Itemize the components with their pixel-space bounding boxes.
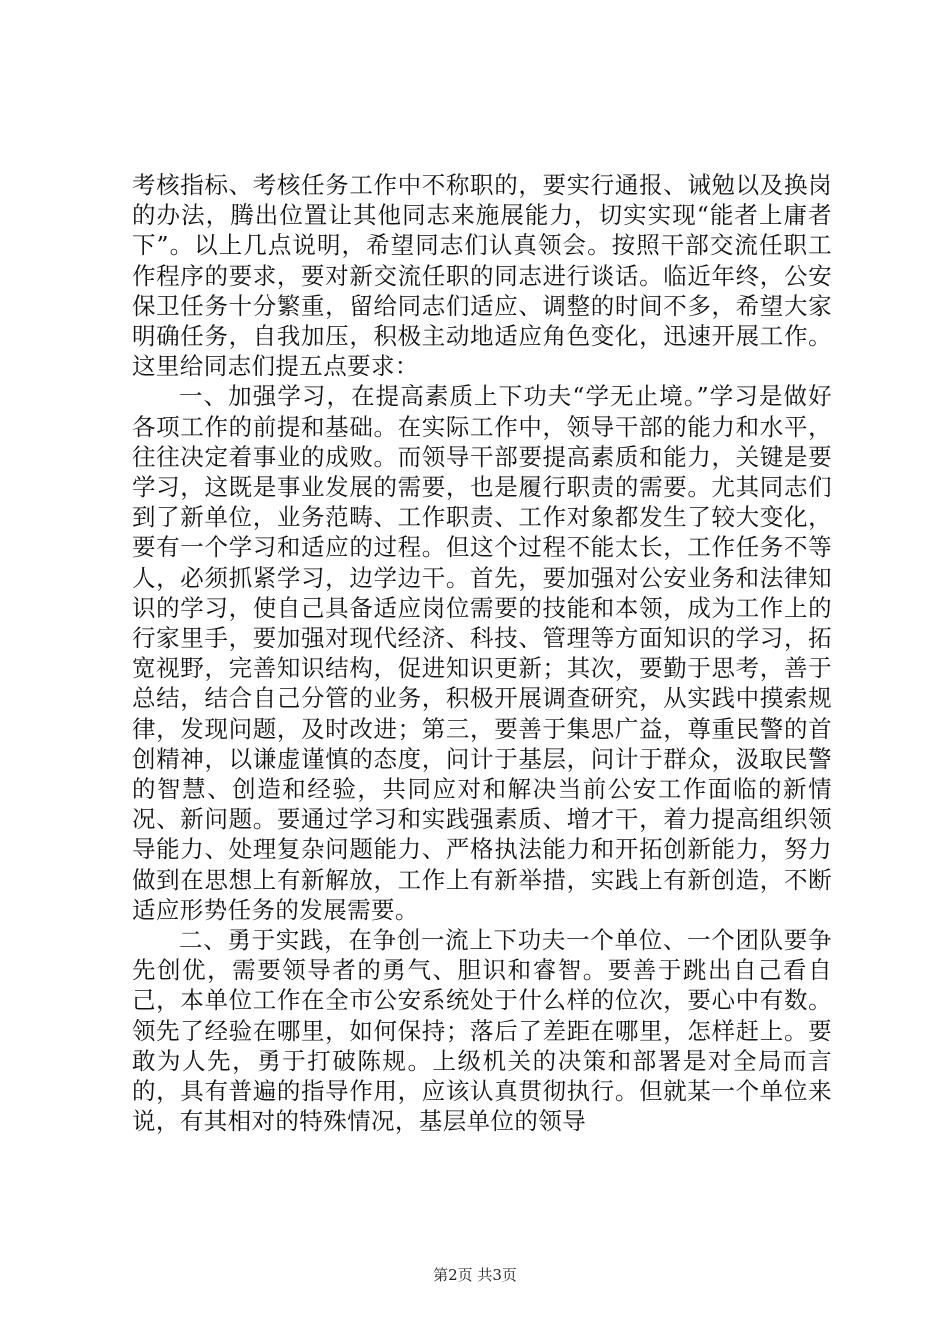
paragraph-1: 考核指标、考核任务工作中不称职的，要实行通报、诫勉以及换岗的办法，腾出位置让其他同志来施展能力，切实实现“能者上庸者下”。以上几点说明，希望同志们认真领会。按照干部交流任职工作程序的要求，要对新交流任职的同志进行谈话。临近年终，公安保卫任务十分繁重，留给同志们适应、调整的时间不多，希望大家明确任务，自我加压，积极主动地适应角色变化，迅速开展工作。这里给同志们提五点要求：: [132, 171, 832, 381]
page-footer: 第2页 共3页: [433, 1266, 517, 1284]
paragraph-2: 一、加强学习，在提高素质上下功夫“学无止境。”学习是做好各项工作的前提和基础。在实际工作中，领导干部的能力和水平，往往决定着事业的成败。而领导干部要提高素质和能力，关键是要学习，这既是事业发展的需要，也是履行职责的需要。尤其同志们到了新单位，业务范畴、工作职责、工作对象都发生了较大变化，要有一个学习和适应的过程。但这个过程不能太长，工作任务不等人，必须抓紧学习，边学边干。首先，要加强对公安业务和法律知识的学习，使自己具备适应岗位需要的技能和本领，成为工作上的行家里手，要加强对现代经济、科技、管理等方面知识的学习，拓宽视野，完善知识结构，促进知识更新；其次，要勤于思考，善于总结，结合自己分管的业务，积极开展调查研究，从实践中摸索规律，发现问题，及时改进；第三，要善于集思广益，尊重民警的首创精神，以谦虚谨慎的态度，问计于基层，问计于群众，汲取民警的智慧、创造和经验，共同应对和解决当前公安工作面临的新情况、新问题。要通过学习和实践强素质、增才干，着力提高组织领导能力、处理复杂问题能力、严格执法能力和开拓创新能力，努力做到在思想上有新解放，工作上有新举措，实践上有新创造，不断适应形势任务的发展需要。: [132, 382, 832, 924]
paragraph-3: 二、勇于实践，在争创一流上下功夫一个单位、一个团队要争先创优，需要领导者的勇气、胆识和睿智。要善于跳出自己看自己，本单位工作在全市公安系统处于什么样的位次，要心中有数。领先了经验在哪里，如何保持；落后了差距在哪里，怎样赶上。要敢为人先，勇于打破陈规。上级机关的决策和部署是对全局而言的，具有普遍的指导作用，应该认真贯彻执行。但就某一个单位来说，有其相对的特殊情况，基层单位的领导: [132, 926, 832, 1136]
body-text: [132, 170, 832, 1137]
